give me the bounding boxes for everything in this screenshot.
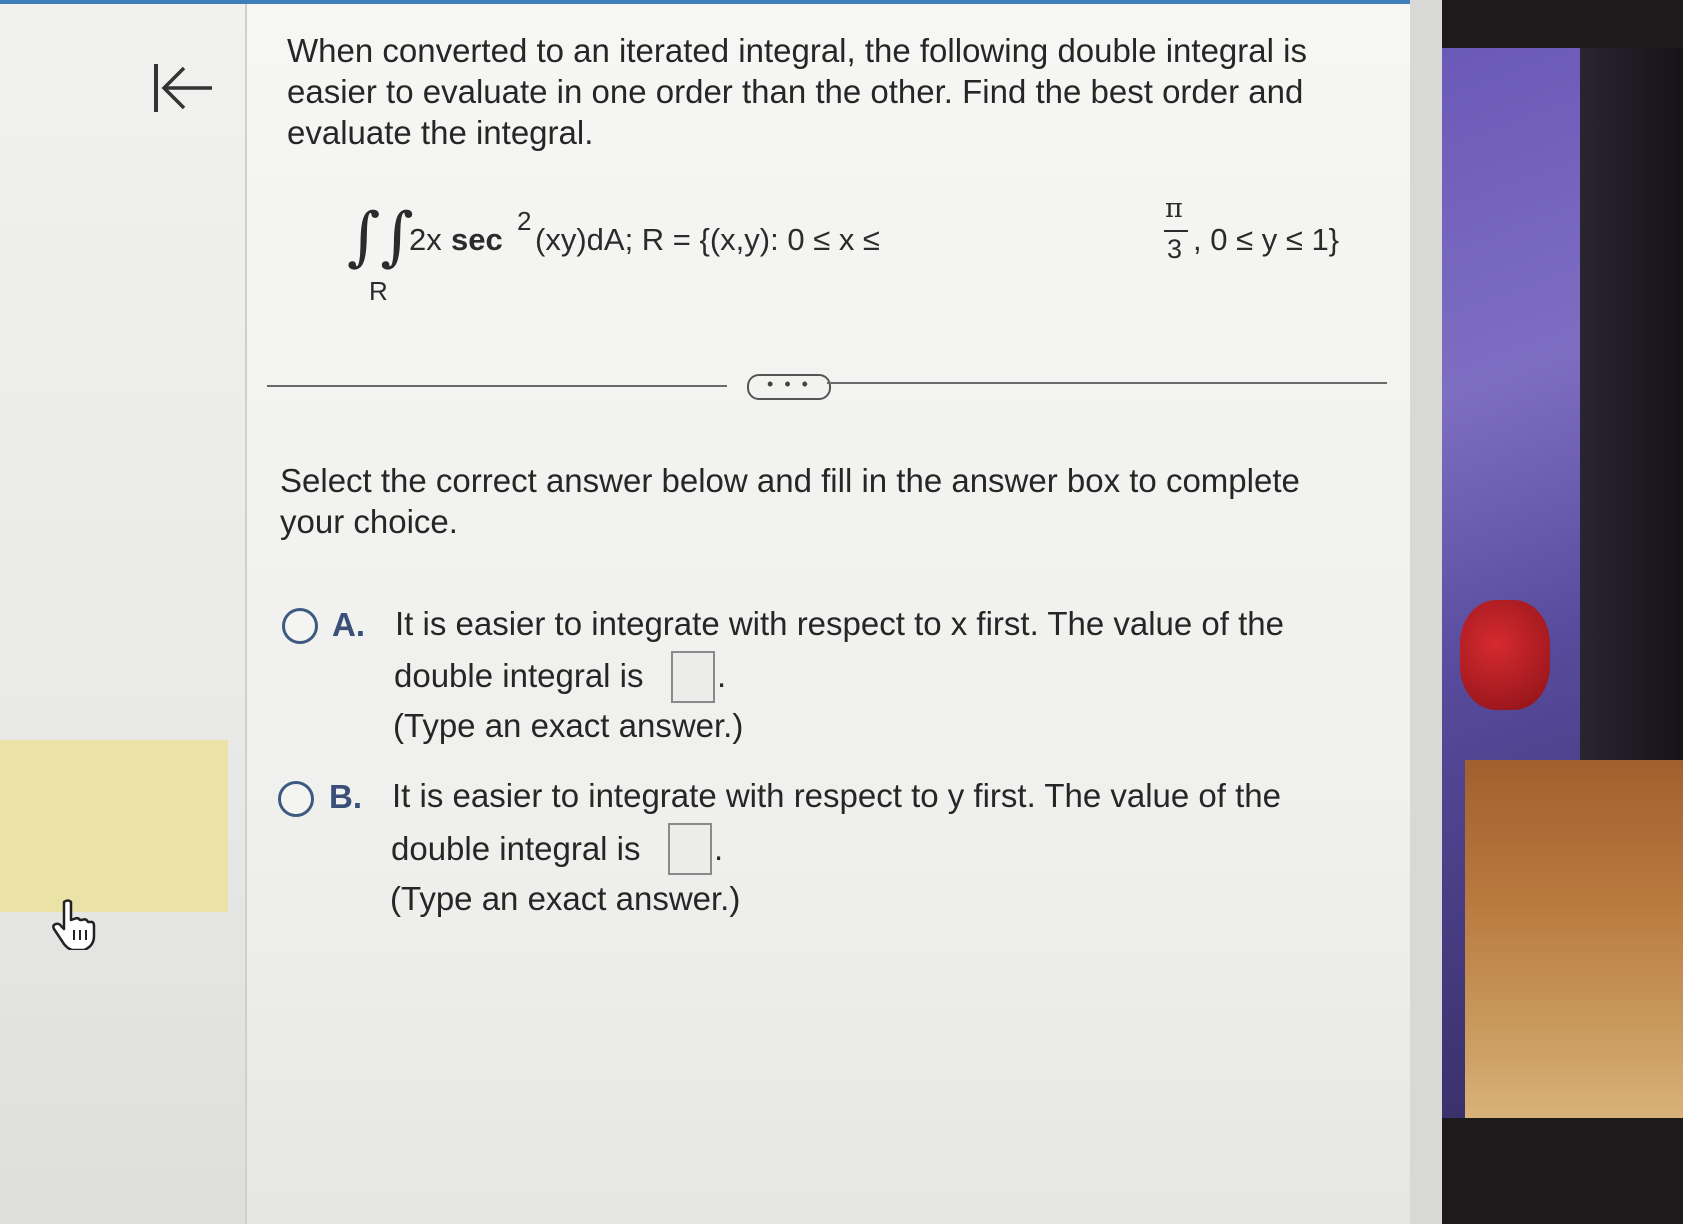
choice-b-line: It is easier to integrate with respect to y first. The value of the — [392, 777, 1281, 814]
instruction-line: Select the correct answer below and fill in the answer box to complete — [280, 462, 1300, 499]
hand-pointer-icon — [48, 898, 96, 950]
question-line: evaluate the integral. — [287, 114, 594, 151]
background-flower — [1460, 600, 1550, 710]
integrand-suffix: (xy)dA; R = {(x,y): 0 ≤ x ≤ — [535, 222, 880, 257]
background-photo-area — [1410, 0, 1683, 1224]
monitor-frame — [1410, 0, 1442, 1224]
fraction-denominator: 3 — [1167, 234, 1183, 264]
exponent: 2 — [517, 206, 532, 236]
choice-b-radio[interactable] — [278, 781, 314, 817]
question-line: easier to evaluate in one order than the other. Find the best order and — [287, 73, 1304, 110]
collapse-left-icon — [150, 58, 220, 118]
sidebar-highlight — [0, 740, 228, 912]
choice-b-letter: B. — [329, 778, 362, 815]
choice-b-hint: (Type an exact answer.) — [390, 880, 741, 917]
choice-b-answer-box[interactable] — [668, 823, 712, 875]
double-integral-formula — [347, 190, 1340, 320]
top-accent-strip — [0, 0, 1410, 4]
question-panel — [247, 0, 1410, 1224]
left-sidebar — [0, 0, 247, 1224]
divider — [267, 385, 727, 387]
background-wood-shelf — [1465, 760, 1683, 1118]
question-line: When converted to an iterated integral, the following double integral is — [287, 32, 1307, 69]
sec-function: sec — [451, 222, 503, 257]
choice-a-line: double integral is — [394, 657, 644, 694]
question-text — [287, 30, 1387, 153]
expand-more-button[interactable]: • • • — [747, 374, 831, 400]
collapse-sidebar-button[interactable] — [150, 58, 220, 118]
fraction-numerator: π — [1165, 193, 1183, 224]
integral-symbol: ∫∫ — [347, 200, 414, 274]
integrand-prefix: 2x — [409, 222, 442, 257]
choice-a-radio[interactable] — [282, 608, 318, 644]
choice-a-answer-box[interactable] — [671, 651, 715, 703]
choice-a-hint: (Type an exact answer.) — [393, 707, 744, 744]
region-label: R — [369, 276, 388, 306]
choice-b-period: . — [714, 830, 724, 867]
fraction-bar — [1164, 230, 1188, 232]
choice-a-line: It is easier to integrate with respect to x first. The value of the — [395, 605, 1284, 642]
choice-a-letter: A. — [332, 606, 365, 643]
formula-tail: , 0 ≤ y ≤ 1} — [1193, 222, 1340, 257]
instruction-text — [280, 460, 1400, 542]
divider — [827, 382, 1387, 384]
instruction-line: your choice. — [280, 503, 458, 540]
choice-a-period: . — [717, 657, 727, 694]
choice-b-line: double integral is — [391, 830, 641, 867]
